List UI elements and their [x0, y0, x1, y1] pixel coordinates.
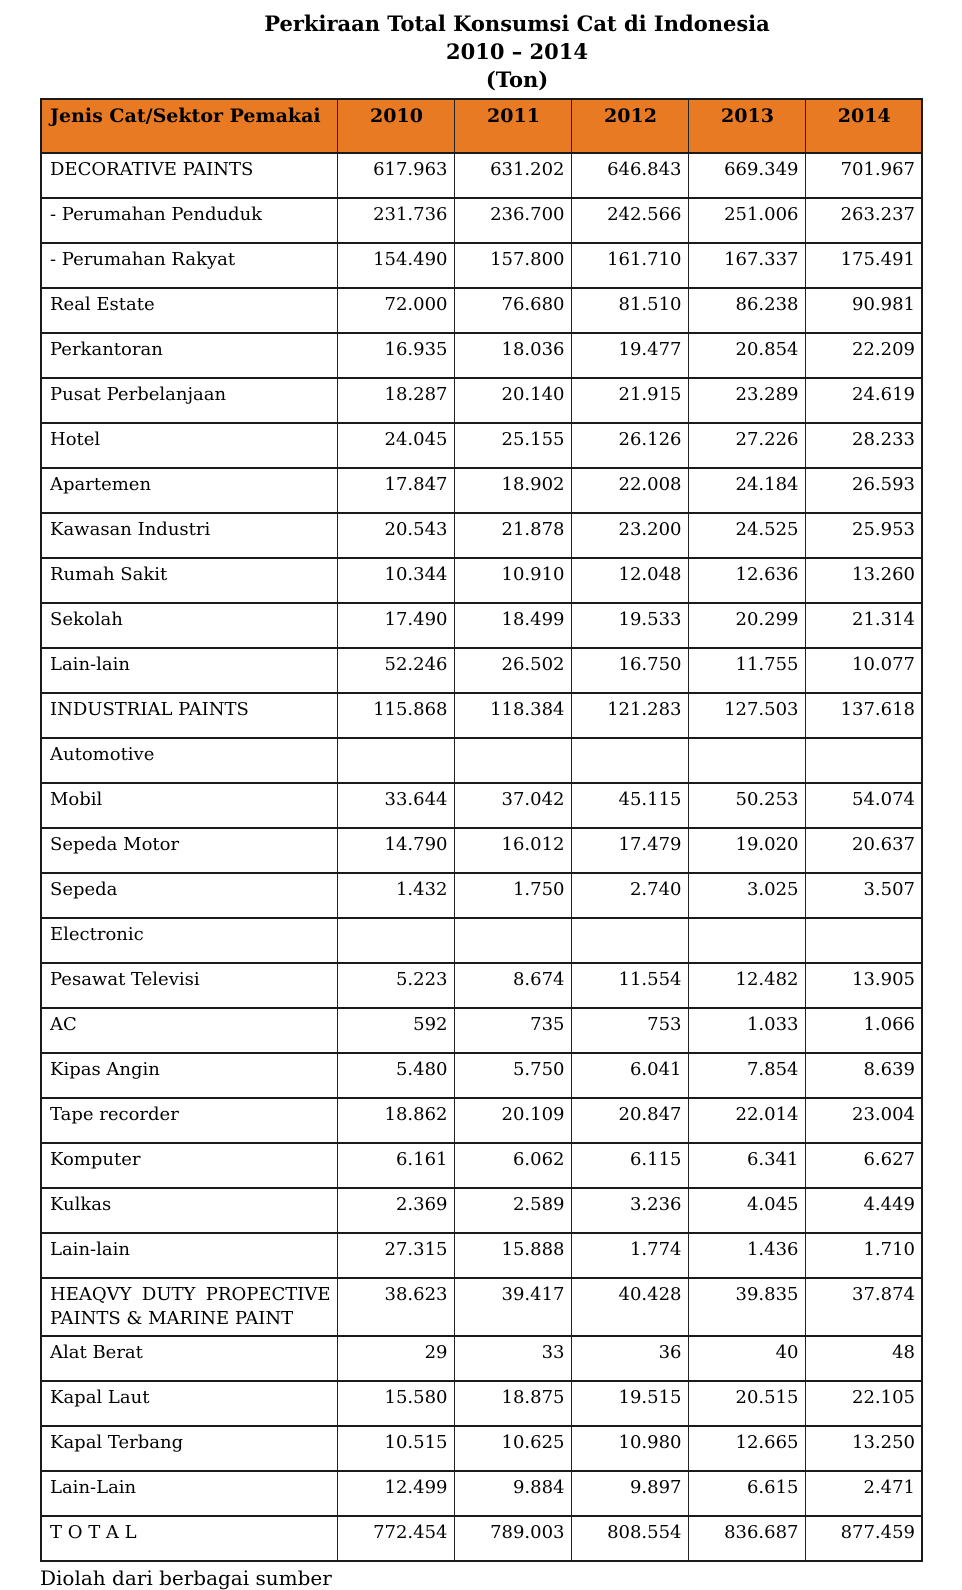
value-cell: 161.710: [571, 243, 688, 288]
value-cell: 20.854: [688, 333, 805, 378]
value-cell: 18.902: [454, 468, 571, 513]
value-cell: 25.155: [454, 423, 571, 468]
value-cell: 90.981: [805, 288, 922, 333]
consumption-table: [40, 98, 923, 1562]
value-cell: 11.554: [571, 963, 688, 1008]
value-cell: 12.636: [688, 558, 805, 603]
value-cell: 17.479: [571, 828, 688, 873]
value-cell: 18.862: [337, 1098, 454, 1143]
table-row: [41, 1188, 922, 1233]
value-cell: 15.888: [454, 1233, 571, 1278]
value-cell: 1.774: [571, 1233, 688, 1278]
row-label: Lain-Lain: [41, 1471, 337, 1516]
value-cell: 2.740: [571, 873, 688, 918]
value-cell: 137.618: [805, 693, 922, 738]
value-cell: 19.020: [688, 828, 805, 873]
value-cell: 6.615: [688, 1471, 805, 1516]
value-cell: 242.566: [571, 198, 688, 243]
value-cell: 118.384: [454, 693, 571, 738]
value-cell: 27.226: [688, 423, 805, 468]
value-cell: 18.875: [454, 1381, 571, 1426]
value-cell: 52.246: [337, 648, 454, 693]
row-label: Kawasan Industri: [41, 513, 337, 558]
header-cell-2013: 2013: [688, 99, 805, 153]
value-cell: 115.868: [337, 693, 454, 738]
value-cell: 3.236: [571, 1188, 688, 1233]
table-row: [41, 963, 922, 1008]
value-cell: 10.910: [454, 558, 571, 603]
value-cell: 22.014: [688, 1098, 805, 1143]
value-cell: 2.369: [337, 1188, 454, 1233]
value-cell: 27.315: [337, 1233, 454, 1278]
value-cell: 21.878: [454, 513, 571, 558]
row-label: HEAQVY DUTY PROPECTIVE PAINTS & MARINE PAINT: [41, 1278, 337, 1336]
value-cell: 4.449: [805, 1188, 922, 1233]
table-row: [41, 603, 922, 648]
row-label: Kipas Angin: [41, 1053, 337, 1098]
value-cell: 1.436: [688, 1233, 805, 1278]
value-cell: 877.459: [805, 1516, 922, 1561]
table-row: [41, 423, 922, 468]
table-row: [41, 288, 922, 333]
value-cell: 9.884: [454, 1471, 571, 1516]
value-cell: [805, 738, 922, 783]
value-cell: 19.515: [571, 1381, 688, 1426]
table-row: [41, 783, 922, 828]
value-cell: 592: [337, 1008, 454, 1053]
table-row: [41, 513, 922, 558]
source-note: Diolah dari berbagai sumber: [40, 1566, 332, 1590]
value-cell: 12.482: [688, 963, 805, 1008]
table-row: [41, 648, 922, 693]
value-cell: 236.700: [454, 198, 571, 243]
value-cell: 14.790: [337, 828, 454, 873]
table-row: [41, 738, 922, 783]
value-cell: [337, 918, 454, 963]
value-cell: 6.341: [688, 1143, 805, 1188]
value-cell: 121.283: [571, 693, 688, 738]
row-label: INDUSTRIAL PAINTS: [41, 693, 337, 738]
table-row: [41, 333, 922, 378]
row-label: Pesawat Televisi: [41, 963, 337, 1008]
value-cell: 154.490: [337, 243, 454, 288]
header-cell-2011: 2011: [454, 99, 571, 153]
value-cell: 20.515: [688, 1381, 805, 1426]
value-cell: 9.897: [571, 1471, 688, 1516]
table-row: [41, 1516, 922, 1561]
table-row: [41, 1381, 922, 1426]
value-cell: 23.289: [688, 378, 805, 423]
value-cell: 10.077: [805, 648, 922, 693]
value-cell: 263.237: [805, 198, 922, 243]
value-cell: 26.502: [454, 648, 571, 693]
value-cell: 20.543: [337, 513, 454, 558]
value-cell: 72.000: [337, 288, 454, 333]
row-label: - Perumahan Rakyat: [41, 243, 337, 288]
value-cell: 2.589: [454, 1188, 571, 1233]
value-cell: [571, 738, 688, 783]
value-cell: [688, 918, 805, 963]
header-cell-sector: Jenis Cat/Sektor Pemakai: [41, 99, 337, 153]
table-row: [41, 1098, 922, 1143]
value-cell: 631.202: [454, 153, 571, 198]
value-cell: 24.525: [688, 513, 805, 558]
value-cell: [571, 918, 688, 963]
row-label: Sepeda: [41, 873, 337, 918]
value-cell: 39.835: [688, 1278, 805, 1336]
value-cell: 13.905: [805, 963, 922, 1008]
value-cell: 45.115: [571, 783, 688, 828]
value-cell: 86.238: [688, 288, 805, 333]
value-cell: 646.843: [571, 153, 688, 198]
value-cell: 24.184: [688, 468, 805, 513]
value-cell: 76.680: [454, 288, 571, 333]
value-cell: 4.045: [688, 1188, 805, 1233]
value-cell: 25.953: [805, 513, 922, 558]
value-cell: 617.963: [337, 153, 454, 198]
table-row: [41, 1233, 922, 1278]
header-cell-2014: 2014: [805, 99, 922, 153]
value-cell: [688, 738, 805, 783]
row-label: Lain-lain: [41, 648, 337, 693]
value-cell: 20.637: [805, 828, 922, 873]
value-cell: 13.260: [805, 558, 922, 603]
value-cell: 18.036: [454, 333, 571, 378]
row-label: DECORATIVE PAINTS: [41, 153, 337, 198]
value-cell: 8.674: [454, 963, 571, 1008]
title-line-3: (Ton): [485, 67, 549, 92]
value-cell: 17.490: [337, 603, 454, 648]
table-row: [41, 378, 922, 423]
value-cell: 772.454: [337, 1516, 454, 1561]
value-cell: 28.233: [805, 423, 922, 468]
row-label: Sepeda Motor: [41, 828, 337, 873]
value-cell: 701.967: [805, 153, 922, 198]
value-cell: 753: [571, 1008, 688, 1053]
row-label: Hotel: [41, 423, 337, 468]
table-row: [41, 693, 922, 738]
value-cell: 36: [571, 1336, 688, 1381]
value-cell: 12.499: [337, 1471, 454, 1516]
value-cell: 5.480: [337, 1053, 454, 1098]
value-cell: 20.847: [571, 1098, 688, 1143]
value-cell: 6.062: [454, 1143, 571, 1188]
value-cell: 167.337: [688, 243, 805, 288]
value-cell: 1.710: [805, 1233, 922, 1278]
table-header-row: [41, 99, 922, 153]
table-body: [41, 153, 922, 1561]
value-cell: 7.854: [688, 1053, 805, 1098]
value-cell: 26.126: [571, 423, 688, 468]
value-cell: 17.847: [337, 468, 454, 513]
value-cell: 175.491: [805, 243, 922, 288]
value-cell: 808.554: [571, 1516, 688, 1561]
value-cell: 12.048: [571, 558, 688, 603]
row-label: Pusat Perbelanjaan: [41, 378, 337, 423]
value-cell: [454, 738, 571, 783]
value-cell: 6.041: [571, 1053, 688, 1098]
value-cell: 24.619: [805, 378, 922, 423]
value-cell: 26.593: [805, 468, 922, 513]
row-label: Komputer: [41, 1143, 337, 1188]
value-cell: 11.755: [688, 648, 805, 693]
row-label: Rumah Sakit: [41, 558, 337, 603]
row-label: Perkantoran: [41, 333, 337, 378]
value-cell: 50.253: [688, 783, 805, 828]
value-cell: 21.314: [805, 603, 922, 648]
row-label: Automotive: [41, 738, 337, 783]
value-cell: 3.025: [688, 873, 805, 918]
row-label: Tape recorder: [41, 1098, 337, 1143]
value-cell: 231.736: [337, 198, 454, 243]
value-cell: 10.625: [454, 1426, 571, 1471]
table-row: [41, 873, 922, 918]
value-cell: 16.935: [337, 333, 454, 378]
row-label: Real Estate: [41, 288, 337, 333]
value-cell: 1.432: [337, 873, 454, 918]
value-cell: 12.665: [688, 1426, 805, 1471]
value-cell: 54.074: [805, 783, 922, 828]
value-cell: 10.515: [337, 1426, 454, 1471]
row-label: T O T A L: [41, 1516, 337, 1561]
value-cell: 15.580: [337, 1381, 454, 1426]
row-label: - Perumahan Penduduk: [41, 198, 337, 243]
row-label: Alat Berat: [41, 1336, 337, 1381]
table-row: [41, 153, 922, 198]
value-cell: 669.349: [688, 153, 805, 198]
row-label: Sekolah: [41, 603, 337, 648]
table-row: [41, 1278, 922, 1336]
value-cell: 251.006: [688, 198, 805, 243]
value-cell: 22.105: [805, 1381, 922, 1426]
value-cell: 37.042: [454, 783, 571, 828]
value-cell: 40: [688, 1336, 805, 1381]
value-cell: 6.627: [805, 1143, 922, 1188]
value-cell: 10.980: [571, 1426, 688, 1471]
row-label: Apartemen: [41, 468, 337, 513]
value-cell: 16.012: [454, 828, 571, 873]
value-cell: 18.499: [454, 603, 571, 648]
value-cell: 33.644: [337, 783, 454, 828]
value-cell: 157.800: [454, 243, 571, 288]
value-cell: 37.874: [805, 1278, 922, 1336]
row-label: Lain-lain: [41, 1233, 337, 1278]
value-cell: 6.161: [337, 1143, 454, 1188]
row-label: Kulkas: [41, 1188, 337, 1233]
value-cell: 40.428: [571, 1278, 688, 1336]
table-row: [41, 558, 922, 603]
value-cell: 5.750: [454, 1053, 571, 1098]
row-label: Mobil: [41, 783, 337, 828]
value-cell: 127.503: [688, 693, 805, 738]
value-cell: 1.033: [688, 1008, 805, 1053]
value-cell: 21.915: [571, 378, 688, 423]
value-cell: 789.003: [454, 1516, 571, 1561]
table-row: [41, 1426, 922, 1471]
row-label: Kapal Laut: [41, 1381, 337, 1426]
value-cell: 24.045: [337, 423, 454, 468]
value-cell: 16.750: [571, 648, 688, 693]
document-title-block: [0, 0, 962, 94]
value-cell: 836.687: [688, 1516, 805, 1561]
value-cell: 48: [805, 1336, 922, 1381]
value-cell: [805, 918, 922, 963]
value-cell: [337, 738, 454, 783]
table-row: [41, 243, 922, 288]
value-cell: 22.209: [805, 333, 922, 378]
table-row: [41, 1143, 922, 1188]
header-cell-2012: 2012: [571, 99, 688, 153]
value-cell: 1.750: [454, 873, 571, 918]
value-cell: 19.533: [571, 603, 688, 648]
row-label: AC: [41, 1008, 337, 1053]
value-cell: 22.008: [571, 468, 688, 513]
value-cell: 2.471: [805, 1471, 922, 1516]
table-row: [41, 828, 922, 873]
table-row: [41, 1471, 922, 1516]
value-cell: 29: [337, 1336, 454, 1381]
row-label: Kapal Terbang: [41, 1426, 337, 1471]
table-row: [41, 1336, 922, 1381]
table-row: [41, 198, 922, 243]
value-cell: 735: [454, 1008, 571, 1053]
value-cell: 38.623: [337, 1278, 454, 1336]
value-cell: 5.223: [337, 963, 454, 1008]
value-cell: 33: [454, 1336, 571, 1381]
value-cell: [454, 918, 571, 963]
value-cell: 20.109: [454, 1098, 571, 1143]
value-cell: 39.417: [454, 1278, 571, 1336]
value-cell: 20.299: [688, 603, 805, 648]
value-cell: 3.507: [805, 873, 922, 918]
table-row: [41, 468, 922, 513]
title-line-2: 2010 – 2014: [445, 39, 589, 64]
title-line-1: Perkiraan Total Konsumsi Cat di Indonesia: [264, 11, 770, 36]
value-cell: 23.200: [571, 513, 688, 558]
value-cell: 18.287: [337, 378, 454, 423]
header-cell-2010: 2010: [337, 99, 454, 153]
table-row: [41, 1053, 922, 1098]
value-cell: 19.477: [571, 333, 688, 378]
table-row: [41, 918, 922, 963]
table-head: [41, 99, 922, 153]
table-row: [41, 1008, 922, 1053]
row-label: Electronic: [41, 918, 337, 963]
value-cell: 23.004: [805, 1098, 922, 1143]
value-cell: 10.344: [337, 558, 454, 603]
value-cell: 20.140: [454, 378, 571, 423]
value-cell: 13.250: [805, 1426, 922, 1471]
value-cell: 1.066: [805, 1008, 922, 1053]
value-cell: 6.115: [571, 1143, 688, 1188]
value-cell: 81.510: [571, 288, 688, 333]
value-cell: 8.639: [805, 1053, 922, 1098]
